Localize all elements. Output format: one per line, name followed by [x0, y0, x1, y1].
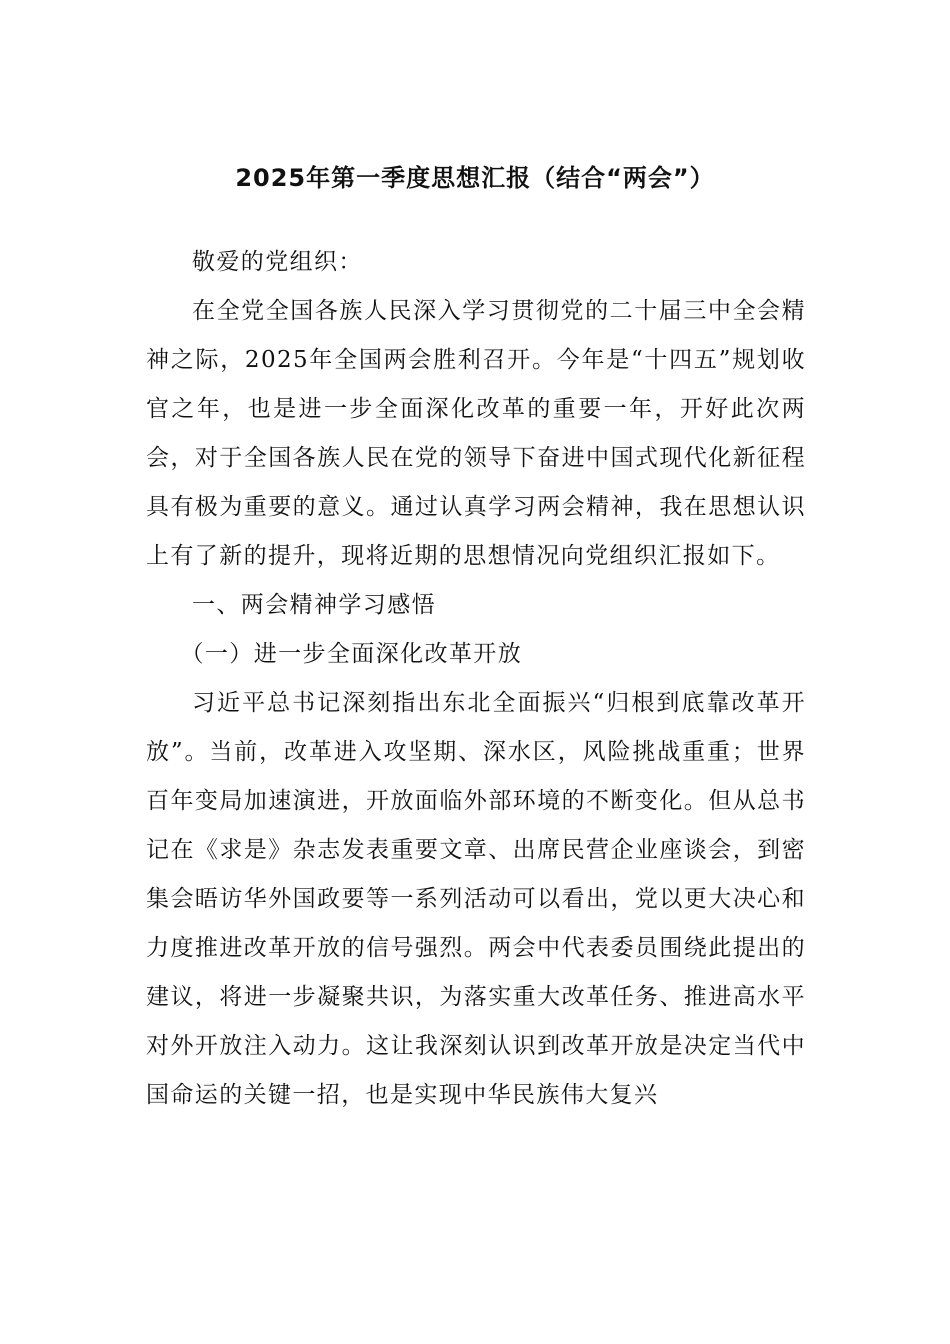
subsection-heading: （一）进一步全面深化改革开放 — [180, 641, 523, 667]
salutation: 敬爱的党组织： — [192, 249, 363, 275]
intro-paragraph: 在全党全国各族人民深入学习贯彻党的二十届三中全会精神之际，2025年全国两会胜利召开。今年是“十四五”规划收官之年，也是进一步全面深化改革的重要一年，开好此次两会，对于全国各族人民在党的领导下奋进中国式现代化新征程具有极为重要的意义。通过认真学习两会精神，我在思想认识上有了新的提升，现将近期的思想情况向党组织汇报如下。 — [146, 298, 806, 569]
document-body — [146, 238, 806, 1120]
subsection-paragraph: 习近平总书记深刻指出东北全面振兴“归根到底靠改革开放”。当前，改革进入攻坚期、深水区，风险挑战重重；世界百年变局加速演进，开放面临外部环境的不断变化。但从总书记在《求是》杂志发表重要文章、出席民营企业座谈会，到密集会晤访华外国政要等一系列活动可以看出，党以更大决心和力度推进改革开放的信号强烈。两会中代表委员围绕此提出的建议，将进一步凝聚共识，为落实重大改革任务、推进高水平对外开放注入动力。这让我深刻认识到改革开放是决定当代中国命运的关键一招，也是实现中华民族伟大复兴 — [146, 690, 806, 1108]
document-title: 2025年第一季度思想汇报（结合“两会”） — [235, 164, 715, 192]
section-heading: 一、两会精神学习感悟 — [192, 592, 436, 618]
